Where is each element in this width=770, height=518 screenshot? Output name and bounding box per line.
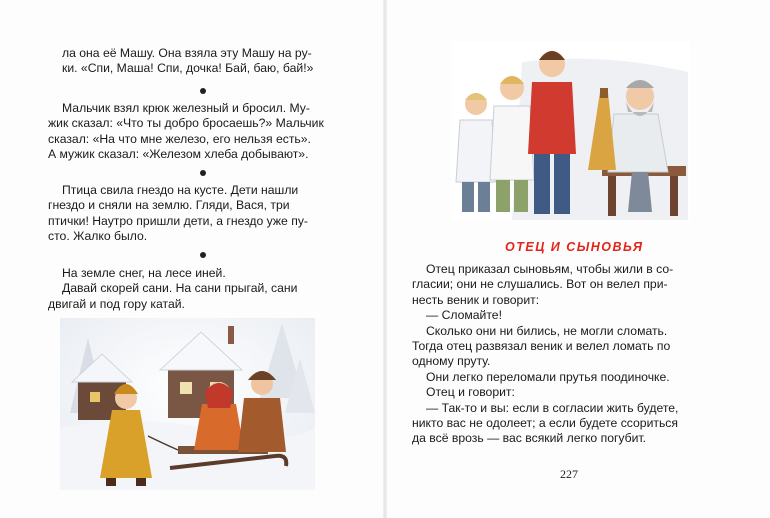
text-line: жик сказал: «Что ты добро бросаешь?» Мальчик	[48, 116, 324, 131]
section-separator-dot	[200, 252, 206, 258]
text-line: ла она её Машу. Она взяла эту Машу на ру-	[62, 46, 312, 60]
text-line: да всё врозь — вас всякий легко погубит.	[412, 431, 647, 446]
text-line: гнездо и сняли на землю. Гляди, Вася, три	[48, 198, 290, 213]
section-separator-dot	[200, 88, 206, 94]
text-line: Отец приказал сыновьям, чтобы жили в со-	[426, 262, 674, 276]
text-line: сказал: «На что мне железо, его нельзя есть».	[48, 131, 311, 146]
text-line: несть веник и говорит:	[412, 292, 540, 307]
text-line: Птица свила гнездо на кусте. Дети нашли	[62, 183, 299, 197]
text-line: На земле снег, на лесе иней.	[62, 266, 226, 280]
text-line: Они легко переломали прутья поодиночке.	[426, 369, 670, 384]
paragraph-bird-nest	[48, 183, 350, 245]
text-line: двигай и под гору катай.	[48, 296, 185, 311]
text-line: ки. «Спи, Маша! Спи, дочка! Бай, баю, бай!»	[62, 61, 314, 76]
children-sledding-illustration	[60, 318, 315, 490]
text-line: Сколько они ни бились, не могли сломать.	[426, 323, 668, 338]
story-title: ОТЕЦ И СЫНОВЬЯ	[505, 240, 644, 254]
text-line: — Сломайте!	[426, 308, 502, 323]
text-line: гласии; они не слушались. Вот он велел при-	[412, 277, 668, 292]
text-line: Мальчик взял крюк железный и бросил. Му-	[62, 101, 310, 115]
text-line: Тогда отец развязал веник и велел ломать по	[412, 339, 671, 354]
father-and-sons-illustration	[452, 42, 690, 220]
text-line: Отец и говорит:	[426, 385, 515, 400]
paragraph-boy-hook	[48, 101, 350, 163]
paragraph-masha	[62, 46, 350, 77]
text-line: Давай скорей сани. На сани прыгай, сани	[62, 281, 298, 296]
text-line: сто. Жалко было.	[48, 229, 148, 244]
section-separator-dot	[200, 170, 206, 176]
paragraph-snow-sled	[48, 266, 350, 312]
page-number: 227	[560, 467, 578, 481]
story-text	[412, 262, 720, 447]
text-line: никто вас не одолеет; а если будете ссориться	[412, 416, 679, 431]
text-line: птички! Наутро пришли дети, а гнездо уже пу-	[48, 213, 308, 228]
text-line: А мужик сказал: «Железом хлеба добывают».	[48, 147, 309, 162]
text-line: одному пруту.	[412, 354, 491, 369]
text-line: — Так-то и вы: если в согласии жить будете,	[426, 400, 679, 415]
